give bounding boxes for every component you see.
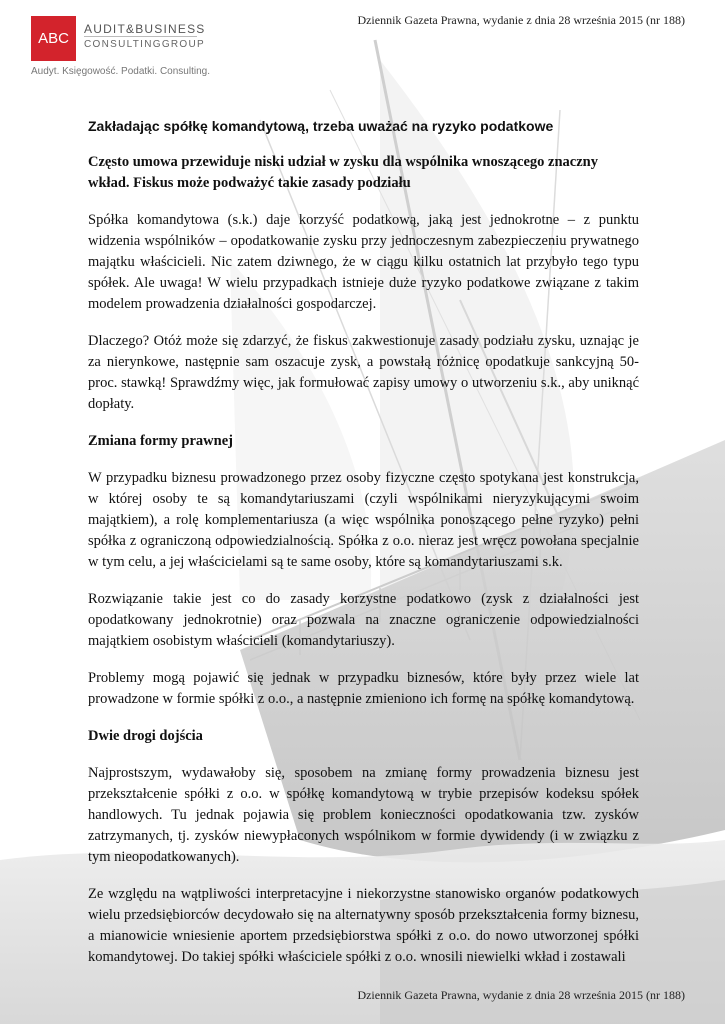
article-lead: Często umowa przewiduje niski udział w zysku dla wspólnika wnoszącego znaczny wkład. Fiskus może podważyć takie zasady podziału xyxy=(88,154,598,191)
header-source-note: Dziennik Gazeta Prawna, wydanie z dnia 28 września 2015 (nr 188) xyxy=(357,13,685,27)
logo-name-line1: AUDIT&BUSINESS xyxy=(84,22,206,36)
logo-tagline: Audyt. Księgowość. Podatki. Consulting. xyxy=(31,66,210,77)
footer-source-note: Dziennik Gazeta Prawna, wydanie z dnia 28 września 2015 (nr 188) xyxy=(357,988,685,1002)
paragraph-1: Spółka komandytowa (s.k.) daje korzyść podatkową, jaką jest jednokrotne – z punktu widzenia wspólników – opodatkowanie zysku przy jednoczesnym zabezpieczeniu prywatnego majątku właścicieli. Nic zatem dziwnego, że w ciągu kilku ostatnich lat przybyło tego typu spółek. Ale uwaga! W wielu przypadkach istnieje duże ryzyko podatkowe związane z takim modelem prowadzenia działalności gospodarczej. xyxy=(88,212,639,312)
article-title: Zakładając spółkę komandytową, trzeba uważać na ryzyko podatkowe xyxy=(88,118,554,134)
paragraph-3: W przypadku biznesu prowadzonego przez osoby fizyczne często spotykana jest konstrukcja, w której osoby te są komandytariuszami (czyli wspólnikami nieryzykującymi swoim majątkiem), a rolę komplementariusza (a więc wspólnika ponoszącego pełne ryzyko) pełni spółka z ograniczoną odpowiedzialnością. Spółka z o.o. nieraz jest wręcz powołana specjalnie w tym celu, a jej właścicielami są te same osoby, które są komandytariuszami s.k. xyxy=(88,470,639,570)
paragraph-5: Problemy mogą pojawić się jednak w przypadku biznesów, które były przez wiele lat prowadzone w formie spółki z o.o., a następnie zmieniono ich formę na spółkę komandytową. xyxy=(88,670,639,707)
subheading-dwie-drogi: Dwie drogi dojścia xyxy=(88,728,203,744)
company-logo xyxy=(31,16,210,82)
logo-name-line2: CONSULTINGGROUP xyxy=(84,39,205,50)
subheading-zmiana-formy: Zmiana formy prawnej xyxy=(88,433,233,449)
article-body xyxy=(88,118,639,984)
logo-abc-box: ABC xyxy=(31,16,76,61)
paragraph-4: Rozwiązanie takie jest co do zasady korzystne podatkowo (zysk z działalności jest opodatkowany jednokrotnie) oraz pozwala na znaczne ograniczenie odpowiedzialności majątkiem osobistym właścicieli (komandytariuszy). xyxy=(88,591,639,649)
logo-divider xyxy=(84,36,197,37)
paragraph-6: Najprostszym, wydawałoby się, sposobem na zmianę formy prowadzenia biznesu jest przekształcenie spółki z o.o. w spółkę komandytową w trybie przepisów kodeksu spółek handlowych. Tu jednak pojawia się problem konieczności opodatkowania tzw. zysków zatrzymanych, tj. zysków niewypłaconych wspólnikom w formie dywidendy (i w związku z tym nieopodatkowanych). xyxy=(88,765,639,865)
paragraph-2: Dlaczego? Otóż może się zdarzyć, że fiskus zakwestionuje zasady podziału zysku, uznając je za nierynkowe, następnie sam oszacuje zysk, a powstałą różnicę opodatkuje sankcyjną 50-proc. stawką! Sprawdźmy więc, jak formułować zapisy umowy o utworzeniu s.k., aby uniknąć dopłaty. xyxy=(88,333,639,412)
paragraph-7: Ze względu na wątpliwości interpretacyjne i niekorzystne stanowisko organów podatkowych wielu przedsiębiorców decydowało się na alternatywny sposób przekształcenia formy biznesu, a mianowicie wniesienie aportem przedsiębiorstwa spółki z o.o. do nowo utworzonej spółki komandytowej. Do takiej spółki właściciele spółki z o.o. wnosili niewielki wkład i zostawali xyxy=(88,886,639,965)
